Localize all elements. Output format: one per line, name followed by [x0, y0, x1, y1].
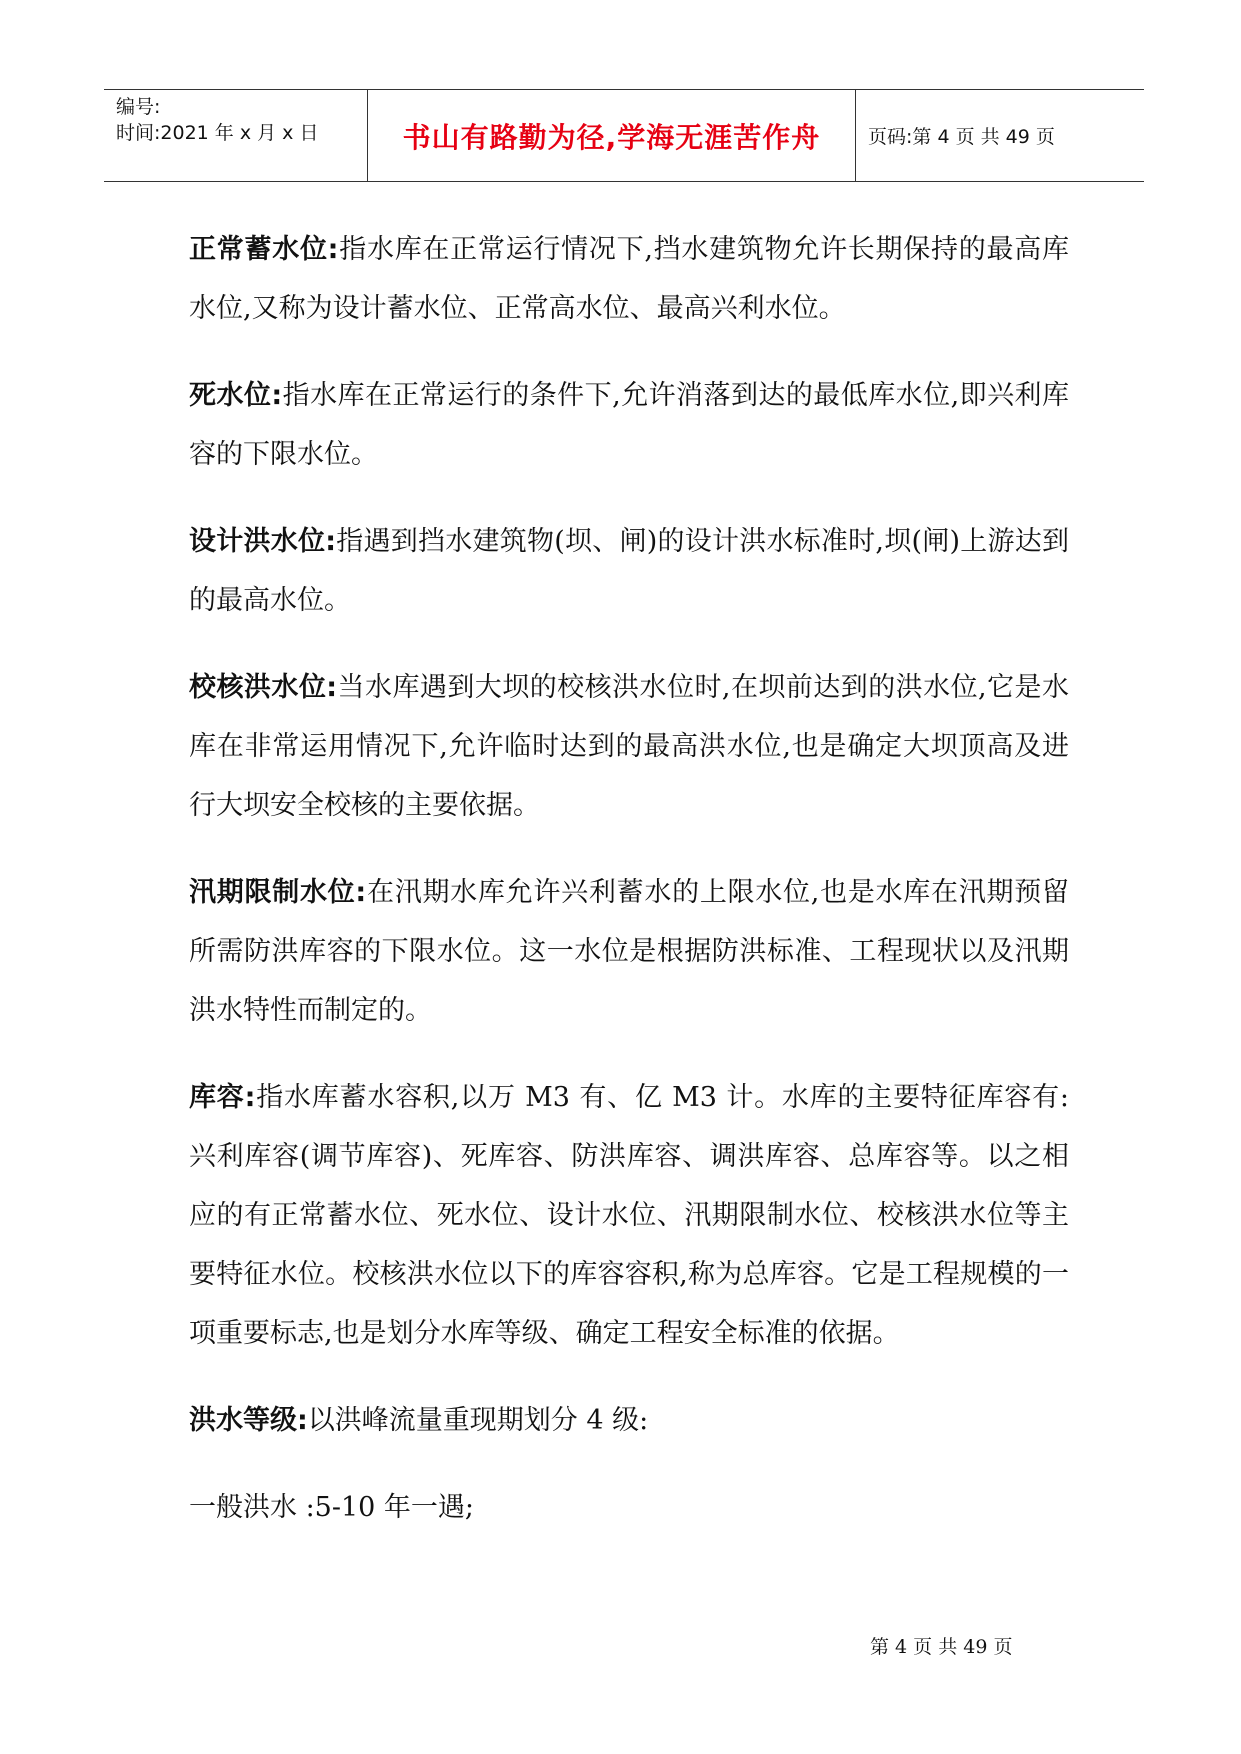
- paragraph-text: 指水库在正常运行的条件下,允许消落到达的最低库水位,即兴利库容的下限水位。: [189, 380, 1069, 470]
- motto-text: 书山有路勤为径,学海无涯苦作舟: [402, 120, 821, 154]
- page-footer: 第 4 页 共 49 页: [870, 1636, 1013, 1658]
- paragraph-design-flood-level: [189, 512, 1069, 630]
- header-motto-cell: [368, 90, 856, 181]
- term-label: 库容:: [189, 1082, 256, 1113]
- paragraph-text: 指水库蓄水容积,以万 M3 有、亿 M3 计。水库的主要特征库容有:兴利库容(调节库容)、死库容、防洪库容、调洪库容、总库容等。以之相应的有正常蓄水位、死水位、设计水位、汛期限制水位、校核洪水位等主要特征水位。校核洪水位以下的库容容积,称为总库容。它是工程规模的一项重要标志,也是划分水库等级、确定工程安全标准的依据。: [189, 1082, 1069, 1349]
- paragraph-general-flood: [189, 1478, 1069, 1537]
- term-label: 校核洪水位:: [189, 672, 338, 703]
- paragraph-flood-grade: [189, 1391, 1069, 1450]
- page-code-label: 页码:第 4 页 共 49 页: [868, 126, 1055, 148]
- paragraph-flood-limit-level: [189, 863, 1069, 1040]
- paragraph-dead-water-level: [189, 366, 1069, 484]
- paragraph-text: 指水库在正常运行情况下,挡水建筑物允许长期保持的最高库水位,又称为设计蓄水位、正常高水位、最高兴利水位。: [189, 234, 1069, 324]
- document-body: [189, 220, 1069, 1565]
- term-label: 设计洪水位:: [189, 526, 337, 557]
- header-page-cell: [856, 90, 1144, 181]
- paragraph-text: 一般洪水 :5-10 年一遇;: [189, 1492, 475, 1523]
- paragraph-storage-capacity: [189, 1068, 1069, 1363]
- paragraph-text: 以洪峰流量重现期划分 4 级:: [307, 1405, 649, 1436]
- paragraph-check-flood-level: [189, 658, 1069, 835]
- serial-number-label: 编号:: [116, 96, 161, 118]
- term-label: 死水位:: [189, 380, 283, 411]
- header-info-cell: [104, 90, 368, 181]
- paragraph-text: 在汛期水库允许兴利蓄水的上限水位,也是水库在汛期预留所需防洪库容的下限水位。这一水位是根据防洪标准、工程现状以及汛期洪水特性而制定的。: [189, 877, 1069, 1026]
- paragraph-text: 当水库遇到大坝的校核洪水位时,在坝前达到的洪水位,它是水库在非常运用情况下,允许临时达到的最高洪水位,也是确定大坝顶高及进行大坝安全校核的主要依据。: [189, 672, 1069, 821]
- term-label: 洪水等级:: [189, 1405, 308, 1436]
- paragraph-normal-storage-level: [189, 220, 1069, 338]
- term-label: 正常蓄水位:: [189, 234, 339, 265]
- document-header: [104, 89, 1144, 182]
- paragraph-text: 指遇到挡水建筑物(坝、闸)的设计洪水标准时,坝(闸)上游达到的最高水位。: [189, 526, 1069, 616]
- term-label: 汛期限制水位:: [189, 877, 367, 908]
- date-label: 时间:2021 年 x 月 x 日: [116, 122, 319, 144]
